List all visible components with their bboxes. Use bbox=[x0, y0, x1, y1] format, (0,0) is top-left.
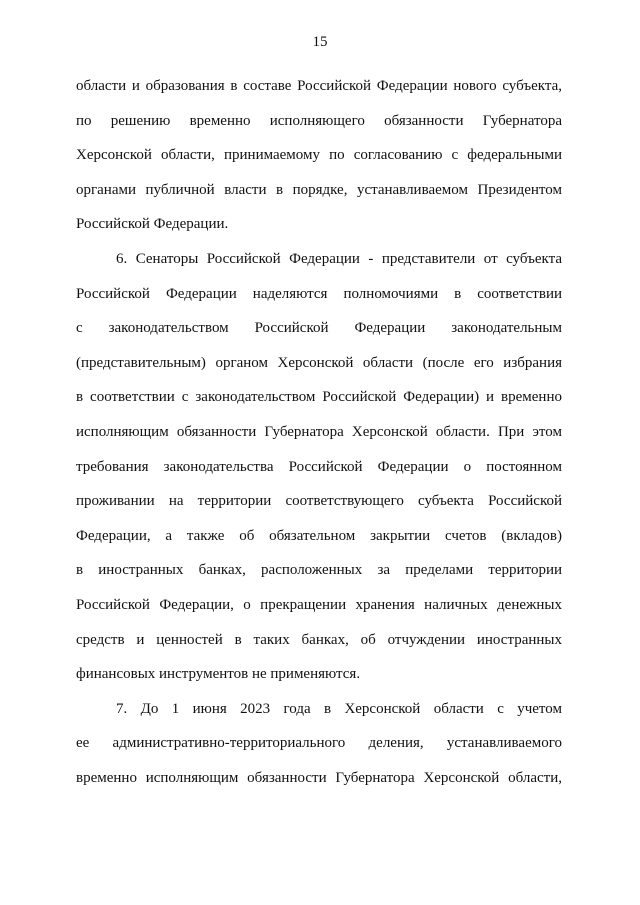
document-body bbox=[76, 69, 562, 795]
text-line: органами публичной власти в порядке, устанавливаемом Президентом bbox=[76, 181, 562, 198]
text-line: финансовых инструментов не применяются. bbox=[76, 666, 361, 683]
text-line: 7. До 1 июня 2023 года в Херсонской области с учетом bbox=[116, 700, 562, 717]
text-line: Херсонской области, принимаемому по согласованию с федеральными bbox=[76, 147, 562, 164]
text-line: Российской Федерации наделяются полномочиями в соответствии bbox=[76, 285, 562, 302]
paragraph bbox=[76, 692, 562, 796]
text-line: по решению временно исполняющего обязанности Губернатора bbox=[76, 112, 562, 129]
text-line: требования законодательства Российской Федерации о постоянном bbox=[76, 458, 562, 475]
text-line: в иностранных банках, расположенных за пределами территории bbox=[76, 562, 562, 579]
text-line: исполняющим обязанности Губернатора Херсонской области. При этом bbox=[76, 423, 562, 440]
paragraph bbox=[76, 242, 562, 692]
text-line: временно исполняющим обязанности Губернатора Херсонской области, bbox=[76, 769, 562, 786]
paragraph bbox=[76, 69, 562, 242]
text-line: 6. Сенаторы Российской Федерации - представители от субъекта bbox=[116, 250, 562, 267]
text-line: в соответствии с законодательством Российской Федерации) и временно bbox=[76, 389, 562, 406]
text-line: Федерации, а также об обязательном закрытии счетов (вкладов) bbox=[76, 527, 562, 544]
text-line: с законодательством Российской Федерации законодательным bbox=[76, 320, 562, 337]
text-line: Российской Федерации. bbox=[76, 216, 229, 233]
text-line: области и образования в составе Российской Федерации нового субъекта, bbox=[76, 78, 562, 94]
text-line: ее административно-территориального деления, устанавливаемого bbox=[76, 735, 562, 752]
text-line: (представительным) органом Херсонской области (после его избрания bbox=[76, 354, 562, 371]
page-number: 15 bbox=[312, 34, 328, 50]
text-line: Российской Федерации, о прекращении хранения наличных денежных bbox=[76, 596, 562, 613]
text-line: средств и ценностей в таких банках, об отчуждении иностранных bbox=[76, 631, 562, 648]
text-line: проживании на территории соответствующего субъекта Российской bbox=[76, 493, 562, 510]
